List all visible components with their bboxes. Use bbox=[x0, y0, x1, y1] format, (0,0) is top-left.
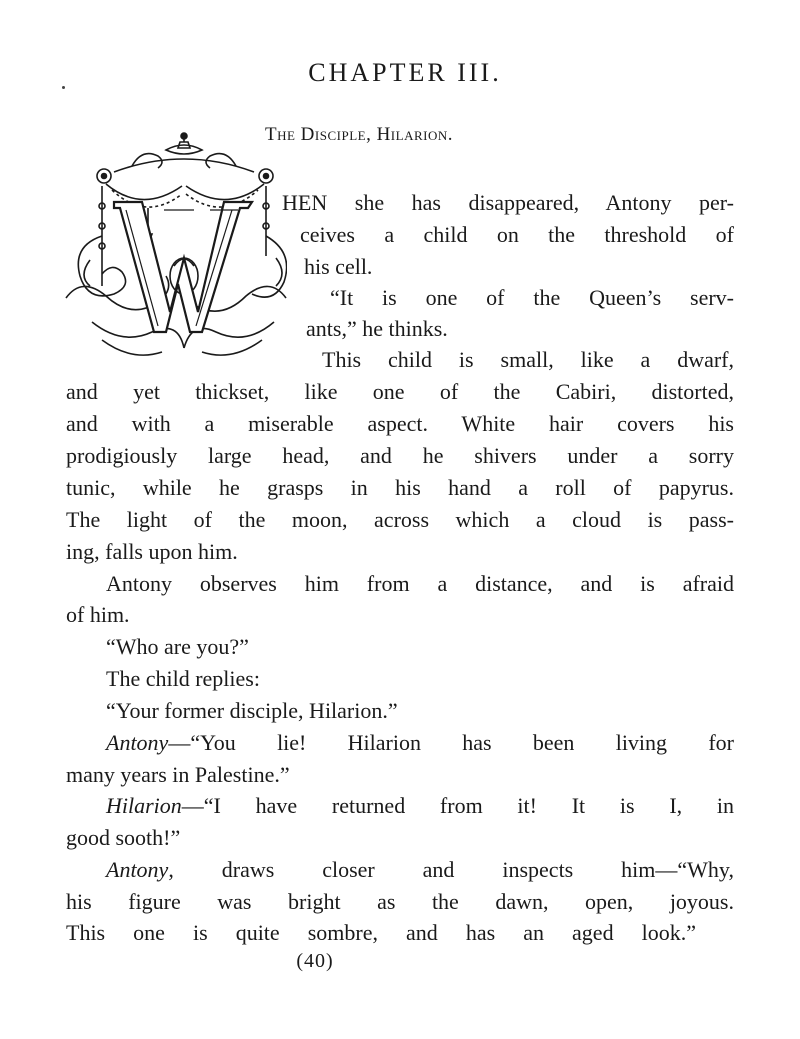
text-line: ing, falls upon him. bbox=[66, 539, 238, 564]
dialogue-text: —“You lie! Hilarion has been living for bbox=[168, 730, 734, 755]
text-line: of him. bbox=[66, 602, 130, 627]
dialogue-text: , draws closer and inspects him—“Why, bbox=[168, 857, 734, 882]
text-line: ceives a child on the threshold of bbox=[300, 222, 734, 247]
text-line: This one is quite sombre, and has an aged look.” bbox=[66, 920, 696, 945]
text-line: “It is one of the Queen’s serv- bbox=[330, 285, 734, 310]
text-line: The light of the moon, across which a cloud is pass- bbox=[66, 507, 734, 532]
speaker-name: Hilarion bbox=[106, 793, 182, 818]
ornamental-initial bbox=[62, 126, 287, 366]
text-line: prodigiously large head, and he shivers under a sorry bbox=[66, 443, 734, 468]
text-line: “Your former disciple, Hilarion.” bbox=[106, 698, 398, 723]
dialogue-text: —“I have returned from it! It is I, in bbox=[181, 793, 734, 818]
text-line: Antony observes him from a distance, and is afraid bbox=[106, 571, 734, 596]
dialogue-line bbox=[106, 790, 734, 821]
text-line: ants,” he thinks. bbox=[306, 316, 448, 341]
text-line: his cell. bbox=[304, 254, 373, 279]
text-line: and yet thickset, like one of the Cabiri, distorted, bbox=[66, 379, 734, 404]
dialogue-line bbox=[106, 854, 734, 885]
text-line: This child is small, like a dwarf, bbox=[322, 347, 734, 372]
text-line: his figure was bright as the dawn, open, joyous. bbox=[66, 889, 734, 914]
speaker-name: Antony bbox=[106, 730, 169, 755]
text-line: “Who are you?” bbox=[106, 634, 249, 659]
text-line: tunic, while he grasps in his hand a roll of papyrus. bbox=[66, 475, 734, 500]
speaker-name: Antony bbox=[106, 857, 169, 882]
section-heading: The Disciple, Hilarion. bbox=[265, 124, 453, 145]
chapter-heading: CHAPTER III. bbox=[308, 58, 502, 87]
page-number: (40) bbox=[296, 950, 334, 972]
text-line: The child replies: bbox=[106, 666, 260, 691]
text-line: many years in Palestine.” bbox=[66, 762, 290, 787]
text-line: HEN she has disappeared, Antony per- bbox=[282, 190, 734, 215]
text-line: good sooth!” bbox=[66, 825, 181, 850]
text-line: and with a miserable aspect. White hair covers his bbox=[66, 411, 734, 436]
ornamental-initial-art bbox=[62, 126, 287, 366]
dialogue-line bbox=[106, 727, 734, 758]
